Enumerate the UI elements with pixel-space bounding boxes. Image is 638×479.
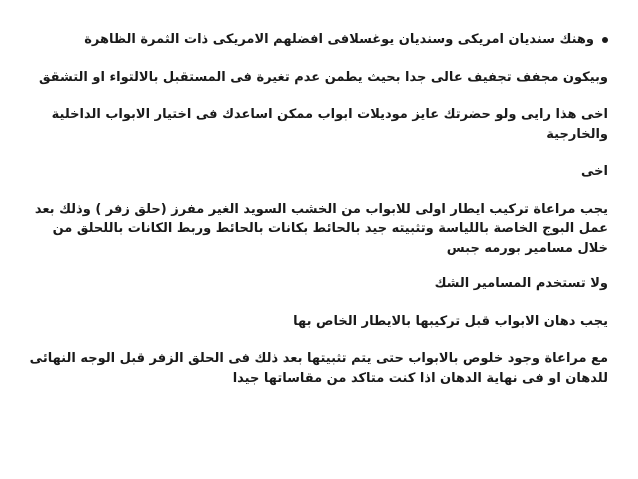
paragraph-5: يجب مراعاة تركيب ايطار اولى للابواب من الخشب السويد الغير مفرز (حلق زفر ) وذلك بعد عمل البوج الخاصة باللياسة وتثبيته جيد بالحائط بكانات بالحائط وربط الكانات باللحلق من خلال مسامير بورمه جبس <box>34 201 608 256</box>
paragraph-3: اخى هذا رايى ولو حضرتك عايز موديلات ابواب ممكن اساعدك فى اختيار الابواب الداخلية والخارجية <box>51 107 608 142</box>
paragraph-7: يجب دهان الابواب قبل تركيبها بالايطار الخاص بها <box>293 313 608 329</box>
bullet-paragraph <box>28 30 608 50</box>
bullet-icon <box>602 37 608 43</box>
paragraph-2: وبيكون مجفف تجفيف عالى جدا بحيث يطمن عدم تغيرة فى المستقبل بالالتواء او التشقق <box>38 69 608 85</box>
paragraph-4: اخى <box>581 164 608 179</box>
paragraph-8: مع مراعاة وجود خلوص بالابواب حتى يتم تثبيتها بعد ذلك فى الحلق الزفر قبل الوجه النهائى للدهان او فى نهاية الدهان اذا كنت متاكد من مقاساتها جيدا <box>29 351 608 386</box>
paragraph-6: ولا تستخدم المسامير الشك <box>434 276 608 291</box>
paragraph-1: وهنك سنديان امريكى وسنديان يوغسلافى افضلهم الامريكى ذات الثمرة الظاهرة <box>84 32 594 47</box>
slide-body <box>28 30 608 406</box>
